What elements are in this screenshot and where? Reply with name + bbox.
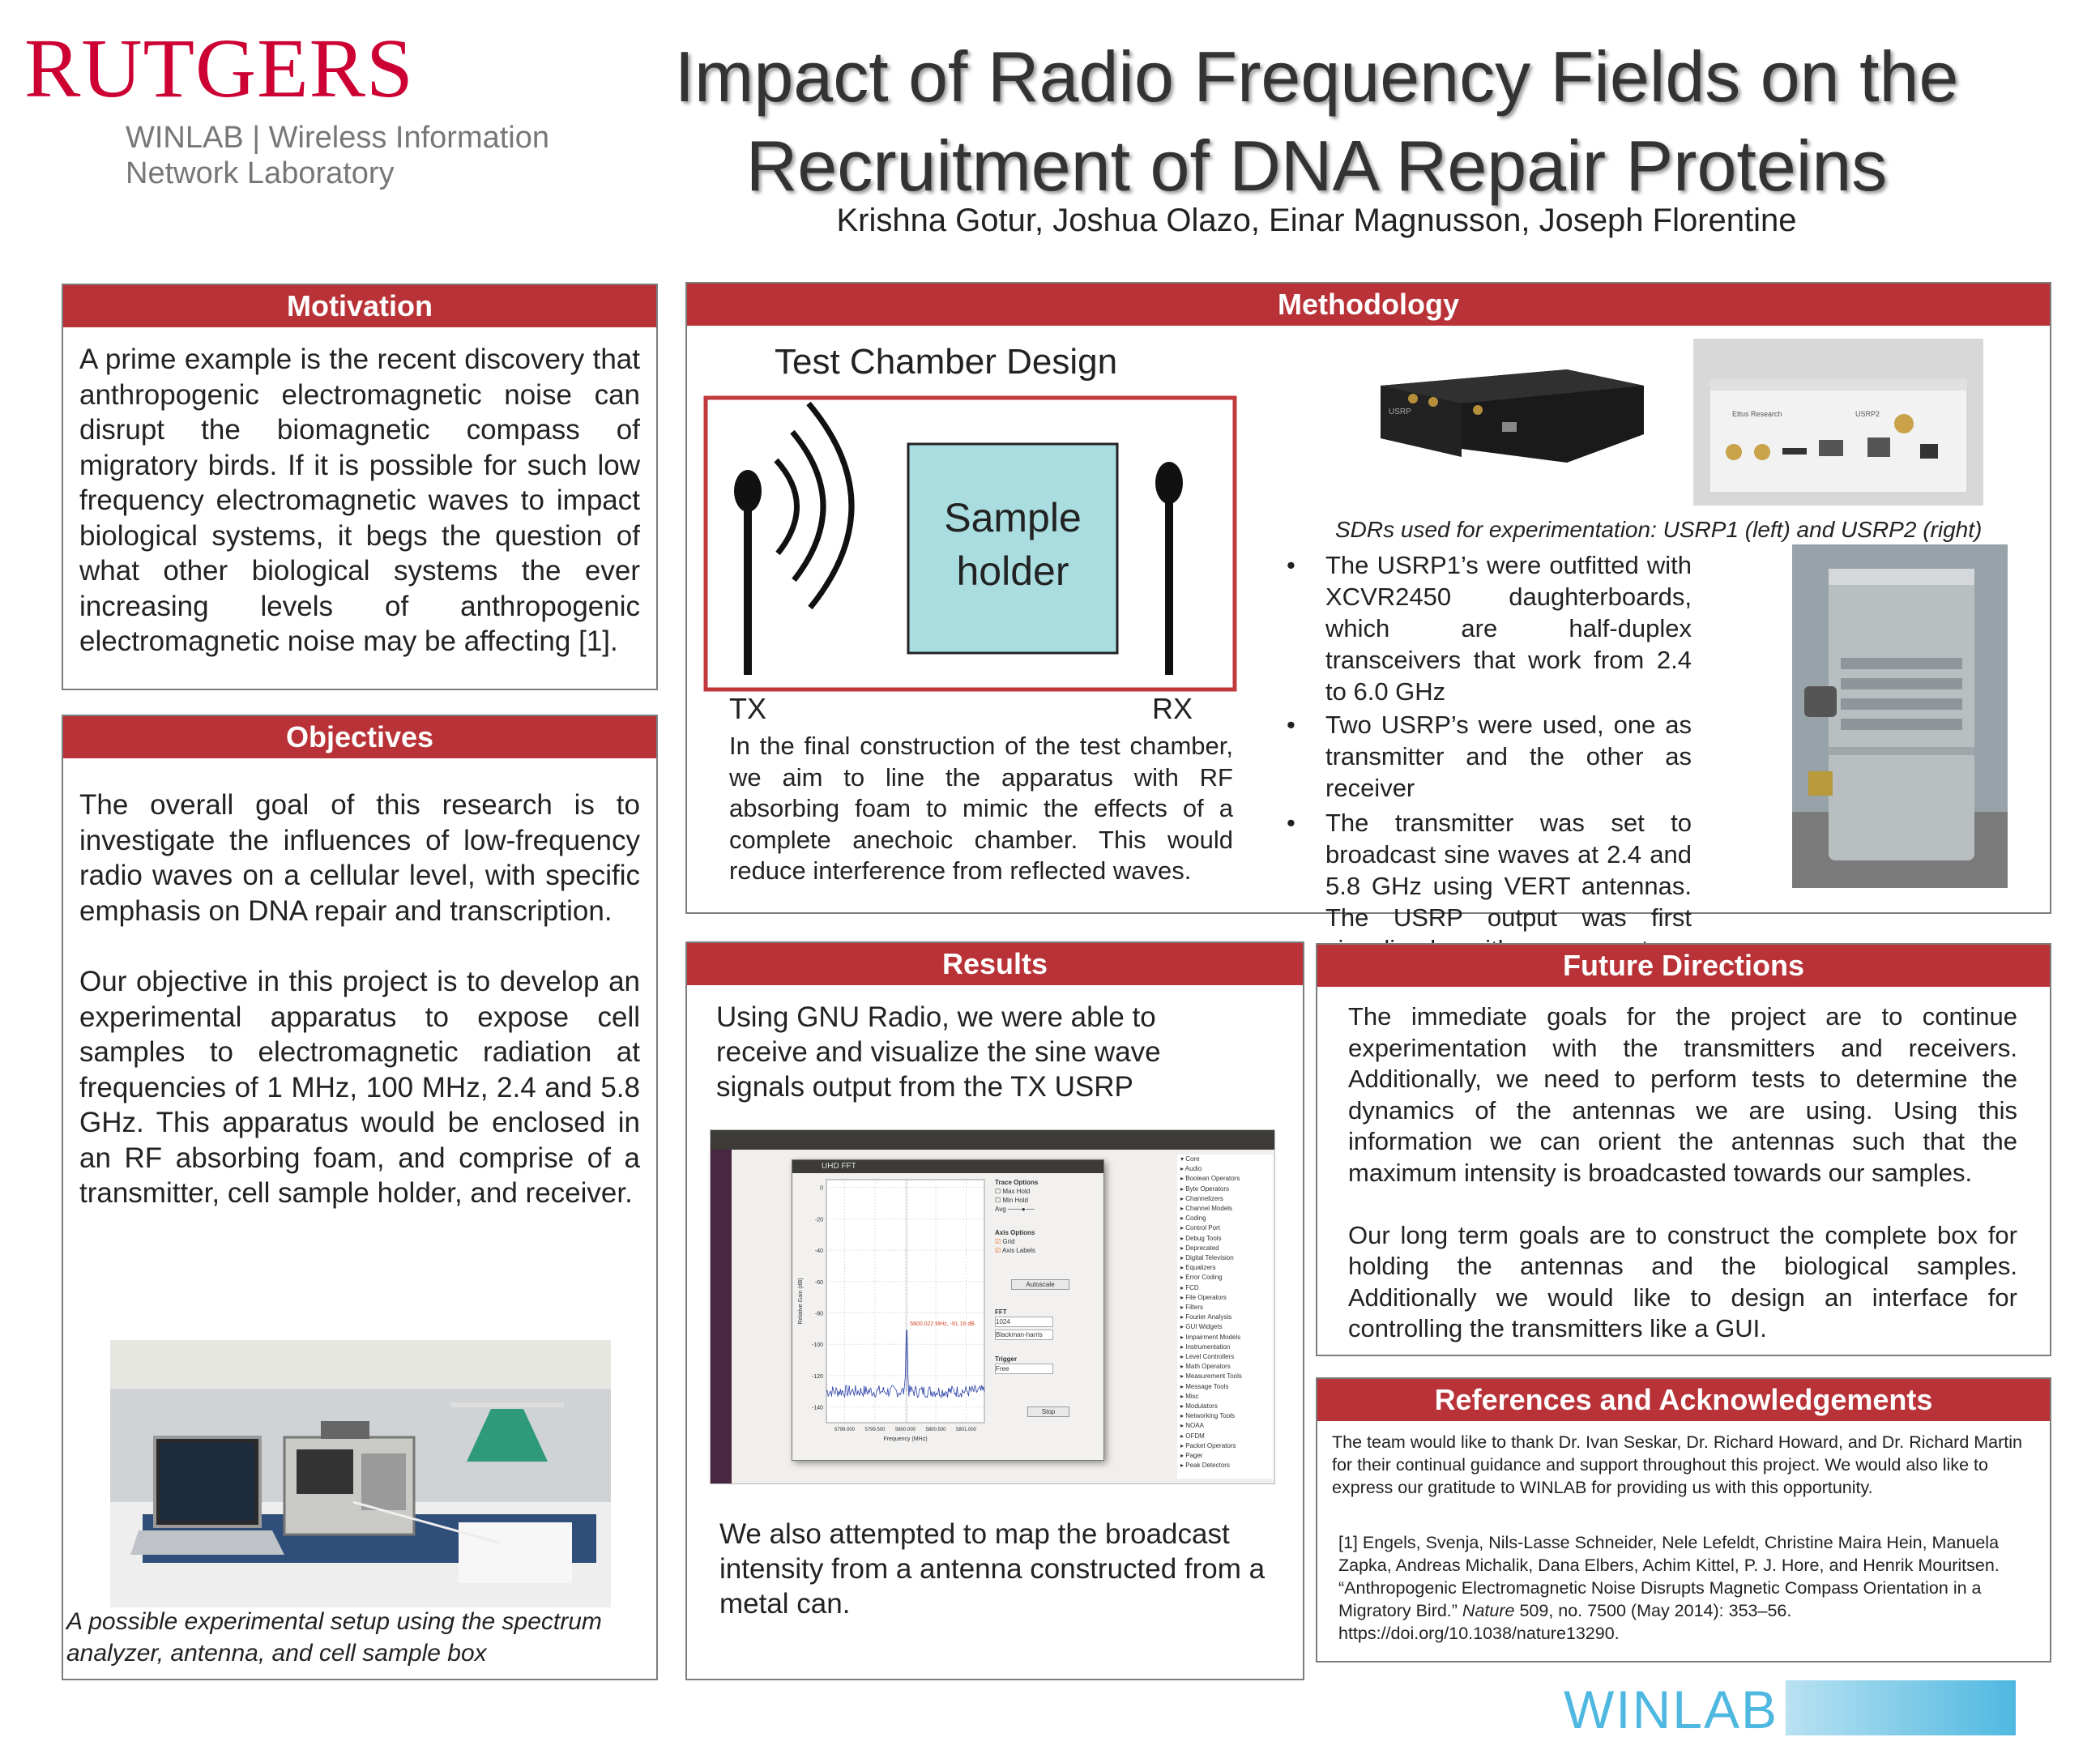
y-tick-label: -60	[814, 1279, 823, 1286]
objectives-panel	[62, 715, 658, 1680]
poster-title	[583, 32, 2050, 211]
block-list-item[interactable]: ▸ Channel Models	[1180, 1205, 1233, 1213]
title-line-1: Impact of Radio Frequency Fields on the	[674, 36, 1959, 117]
motivation-panel	[62, 284, 658, 690]
block-list-item[interactable]: ▸ Modulators	[1180, 1402, 1218, 1411]
x-tick-label: 5799.000	[834, 1428, 856, 1432]
block-list-item[interactable]: ▸ Fourier Analysis	[1180, 1313, 1232, 1321]
block-list-item[interactable]: ▸ Networking Tools	[1180, 1412, 1236, 1420]
metal-can-illustration	[1792, 544, 2008, 888]
motivation-heading: Motivation	[63, 285, 656, 327]
block-list-item[interactable]: ▸ FCD	[1180, 1283, 1199, 1291]
future-heading: Future Directions	[1317, 945, 2050, 987]
title-line-2: Recruitment of DNA Repair Proteins	[745, 126, 1888, 206]
fft-size-select[interactable]: 1024	[995, 1317, 1053, 1327]
rutgers-logo	[24, 22, 550, 203]
sample-holder-text: Sample holder	[944, 495, 1082, 594]
stop-button[interactable]: Stop	[1027, 1406, 1069, 1417]
y-tick-label: -20	[814, 1217, 823, 1223]
min-hold-checkbox[interactable]: ☐ Min Hold	[995, 1197, 1028, 1204]
winlab-line-2: Network Laboratory	[126, 156, 395, 190]
setup-photo-illustration	[110, 1340, 611, 1607]
block-list-item[interactable]: ▾ Core	[1180, 1155, 1200, 1163]
winlab-logo-text: WINLAB	[1564, 1680, 1779, 1739]
max-hold-checkbox[interactable]: ☐ Max Hold	[995, 1188, 1031, 1195]
block-list-item[interactable]: ▸ Boolean Operators	[1180, 1175, 1240, 1183]
block-list-item[interactable]: ▸ Peak Detectors	[1180, 1462, 1230, 1470]
y-tick-label: -80	[814, 1311, 823, 1317]
objectives-text	[79, 788, 640, 1211]
block-list-item[interactable]: ▸ Pager	[1180, 1452, 1203, 1460]
tx-antenna-tip	[734, 470, 762, 512]
block-list-item[interactable]: ▸ Debug Tools	[1180, 1234, 1222, 1242]
rx-antenna-tip	[1155, 462, 1183, 504]
y-tick-label: -40	[814, 1248, 823, 1255]
x-axis-label: Frequency (MHz)	[883, 1436, 928, 1442]
block-list-item[interactable]: ▸ Filters	[1180, 1304, 1204, 1312]
block-list-item[interactable]: ▸ Packet Operators	[1180, 1441, 1236, 1449]
gnuradio-screenshot	[710, 1129, 1275, 1484]
reference-1-details: 509, no. 7500 (May 2014): 353–56. https://doi.org/10.1038/nature13290.	[1338, 1601, 1792, 1643]
block-list-item[interactable]: ▸ Byte Operators	[1180, 1184, 1230, 1193]
setup-photo-caption: A possible experimental setup using the spectrum analyzer, antenna, and cell sample box	[66, 1608, 602, 1667]
block-list-item[interactable]: ▸ Measurement Tools	[1180, 1372, 1242, 1381]
metal-can-antenna-photo	[1792, 544, 2008, 888]
max-hold-label: Max Hold	[1002, 1188, 1031, 1195]
block-list-item[interactable]: ▸ Impairment Models	[1180, 1333, 1241, 1341]
uhd-fft-titlebar	[792, 1160, 1103, 1173]
y-tick-label: 0	[820, 1185, 823, 1192]
block-list-item[interactable]: ▸ Error Coding	[1180, 1274, 1223, 1282]
screenshot-toolbar	[711, 1130, 1274, 1150]
results-panel	[685, 941, 1304, 1680]
fft-plot	[794, 1175, 992, 1450]
fft-label: FFT	[995, 1308, 1007, 1316]
trigger-label: Trigger	[995, 1355, 1018, 1363]
winlab-footer-logo	[1564, 1677, 2074, 1742]
reference-1-authors: [1] Engels, Svenja, Nils-Lasse Schneider, Nele Lefeldt, Christine Maira Hein, Manuela Zapka, Andreas Michalik, Dana Elbers, Achim Kittel, P. J. Hore, and Henrik Mouritsen. “Anthropogenic Electromagnetic Noise Disrupts Magnetic Compass Orientation in a Migratory Bird.”	[1338, 1533, 2000, 1620]
future-text	[1348, 1001, 2017, 1345]
chamber-text: In the final construction of the test chamber, we aim to line the apparatus with RF absorbing foam to mimic the effects of a complete anechoic chamber. This would reduce interference from reflected waves.	[729, 732, 1233, 885]
usrp1-photo	[1364, 353, 1656, 475]
bullet-3: • The transmitter was set to broadcast sine waves at 2.4 and 5.8 GHz using VERT antennas. The USRP output was first	[1287, 807, 1692, 997]
future-paragraph-2: Our long term goals are to construct the complete box for holding the antennas and the biological samples. Additionally we would like to design an interface for controlling the transmitters like a GUI.	[1348, 1220, 2017, 1343]
winlab-line-1: WINLAB | Wireless Information	[126, 121, 550, 155]
window-select[interactable]: Blackman-harris	[995, 1330, 1053, 1340]
usrp2-photo	[1693, 339, 1983, 506]
block-list-item[interactable]: ▸ GUI Widgets	[1180, 1323, 1223, 1331]
y-tick-label: -140	[811, 1405, 823, 1411]
tx-label: TX	[729, 692, 767, 725]
objectives-paragraph-1: The overall goal of this research is to investigate the influences of low-frequency radio waves on a cellular level, with specific emphasis on DNA repair and transcription.	[79, 789, 640, 927]
reference-1	[1338, 1531, 2038, 1645]
avg-slider[interactable]: Avg ───●──	[995, 1206, 1035, 1213]
usrp2-brand-label: Ettus Research	[1732, 410, 1782, 418]
fft-options-pane	[995, 1178, 1099, 1417]
methodology-panel	[685, 282, 2051, 932]
future-panel	[1316, 943, 2051, 1356]
peak-label: 5800.022 MHz, -91.16 dB	[910, 1321, 975, 1328]
results-text-1: Using GNU Radio, we were able to receive and visualize the sine wave signals output from the TX USRP	[716, 1001, 1161, 1103]
block-list-item[interactable]: ▸ Deprecated	[1180, 1244, 1219, 1252]
bullet-2: • Two USRP’s were used, one as transmitter and the other as receiver	[1287, 709, 1692, 804]
methodology-heading: Methodology	[687, 284, 2050, 326]
block-list-item[interactable]: ▸ Channelizers	[1180, 1194, 1223, 1202]
block-list-panel	[1177, 1155, 1273, 1479]
block-list-item[interactable]: ▸ Digital Television	[1180, 1254, 1234, 1262]
block-list-item[interactable]: ▸ File Operators	[1180, 1293, 1227, 1301]
block-list	[1177, 1155, 1273, 1471]
block-list-item[interactable]: ▸ Math Operators	[1180, 1363, 1231, 1371]
usrp2-model-label: USRP2	[1855, 410, 1880, 418]
y-tick-label: -100	[811, 1342, 823, 1349]
uhd-fft-window	[792, 1159, 1104, 1461]
chamber-title: Test Chamber Design	[775, 342, 1118, 382]
block-list-item[interactable]: ▸ NOAA	[1180, 1422, 1204, 1430]
rutgers-wordmark: RUTGERS	[24, 22, 414, 115]
block-list-item[interactable]: ▸ Audio	[1180, 1165, 1202, 1173]
block-list-item[interactable]: ▸ Level Controllers	[1180, 1353, 1235, 1361]
svg-text:USRP: USRP	[1389, 408, 1411, 416]
block-list-item[interactable]: ▸ OFDM	[1180, 1432, 1205, 1440]
motivation-text: A prime example is the recent discovery that anthropogenic electromagnetic noise can disrupt the biomagnetic compass of migratory birds. If it is possible for such low frequency electromagnetic waves to impact biological systems, it begs the question of what other biological systems the ever increasing levels of anthropogenic electromagnetic noise may be affecting [1].	[79, 344, 640, 657]
block-list-item[interactable]: ▸ Instrumentation	[1180, 1342, 1231, 1351]
trace-options-label: Trace Options	[995, 1179, 1039, 1186]
axis-labels-label: Axis Labels	[1001, 1247, 1035, 1254]
avg-label: Avg	[995, 1206, 1006, 1213]
y-tick-label: -120	[811, 1373, 823, 1380]
grid-checkbox[interactable]: ☑ Grid	[995, 1238, 1015, 1245]
results-text-2: We also attempted to map the broadcast intensity from a antenna constructed from a metal can.	[719, 1518, 1266, 1620]
sample-holder-label	[908, 491, 1117, 598]
block-list-item[interactable]: ▸ Message Tools	[1180, 1382, 1229, 1390]
trigger-mode-select[interactable]: Free	[995, 1364, 1053, 1374]
block-list-item[interactable]: ▸ Misc	[1180, 1392, 1199, 1400]
grid-label: Grid	[1002, 1238, 1015, 1245]
x-tick-label: 5799.500	[864, 1428, 886, 1432]
uhd-fft-title: UHD FFT	[822, 1162, 856, 1171]
experimental-setup-photo	[110, 1340, 611, 1607]
results-heading: Results	[687, 943, 1303, 985]
sdr-caption: SDRs used for experimentation: USRP1 (left) and USRP2 (right)	[1335, 517, 1983, 542]
references-panel	[1316, 1377, 2051, 1662]
x-tick-label: 5800.500	[925, 1428, 946, 1432]
axis-options-label: Axis Options	[995, 1229, 1035, 1236]
block-list-item[interactable]: ▸ Equalizers	[1180, 1264, 1216, 1272]
winlab-logo-bar	[1786, 1680, 2016, 1735]
acknowledgement-text: The team would like to thank Dr. Ivan Seskar, Dr. Richard Howard, and Dr. Richard Martin for their continual guidance and support throughout this project. We would also like to express our gratitude to WINLAB for providing us with this opportunity.	[1332, 1432, 2023, 1497]
usrp2-illustration	[1693, 339, 1983, 506]
autoscale-button[interactable]: Autoscale	[1011, 1279, 1069, 1290]
block-list-item[interactable]: ▸ Coding	[1180, 1214, 1206, 1223]
y-axis-label: Relative Gain (dB)	[798, 1278, 804, 1325]
rx-label: RX	[1152, 692, 1193, 725]
x-tick-label: 5801.000	[955, 1428, 977, 1432]
future-paragraph-1: The immediate goals for the project are to continue experimentation with the transmitters and receivers. Additionally, we need to perform tests to determine the dynamics of the antennas we are using. Using this information we can orient the antennas such that the maximum intensity is broadcasted towards our samples.	[1348, 1002, 2017, 1187]
bullet-1: • The USRP1’s were outfitted with XCVR2450 daughterboards, which are half-duplex transceivers that work from 2.4 to 6.0 GHz	[1287, 549, 1692, 707]
axis-labels-checkbox[interactable]: ☑ Axis Labels	[995, 1247, 1035, 1254]
reference-1-journal: Nature	[1462, 1601, 1515, 1620]
x-tick-label: 5800.000	[894, 1428, 916, 1432]
min-hold-label: Min Hold	[1002, 1197, 1028, 1204]
objectives-heading: Objectives	[63, 716, 656, 758]
authors: Krishna Gotur, Joshua Olazo, Einar Magnusson, Joseph Florentine	[836, 203, 1797, 238]
screenshot-launcher	[711, 1150, 732, 1483]
references-heading: References and Acknowledgements	[1317, 1379, 2050, 1421]
block-list-item[interactable]: ▸ Control Port	[1180, 1224, 1220, 1232]
objectives-paragraph-2: Our objective in this project is to develop an experimental apparatus to expose cell samples to electromagnetic radiation at frequencies of 1 MHz, 100 MHz, 2.4 and 5.8 GHz. This apparatus would be enclosed in an RF absorbing foam, and comprise of a transmitter, cell sample holder, and receiver.	[79, 966, 640, 1209]
methodology-bullets	[1287, 549, 1692, 997]
